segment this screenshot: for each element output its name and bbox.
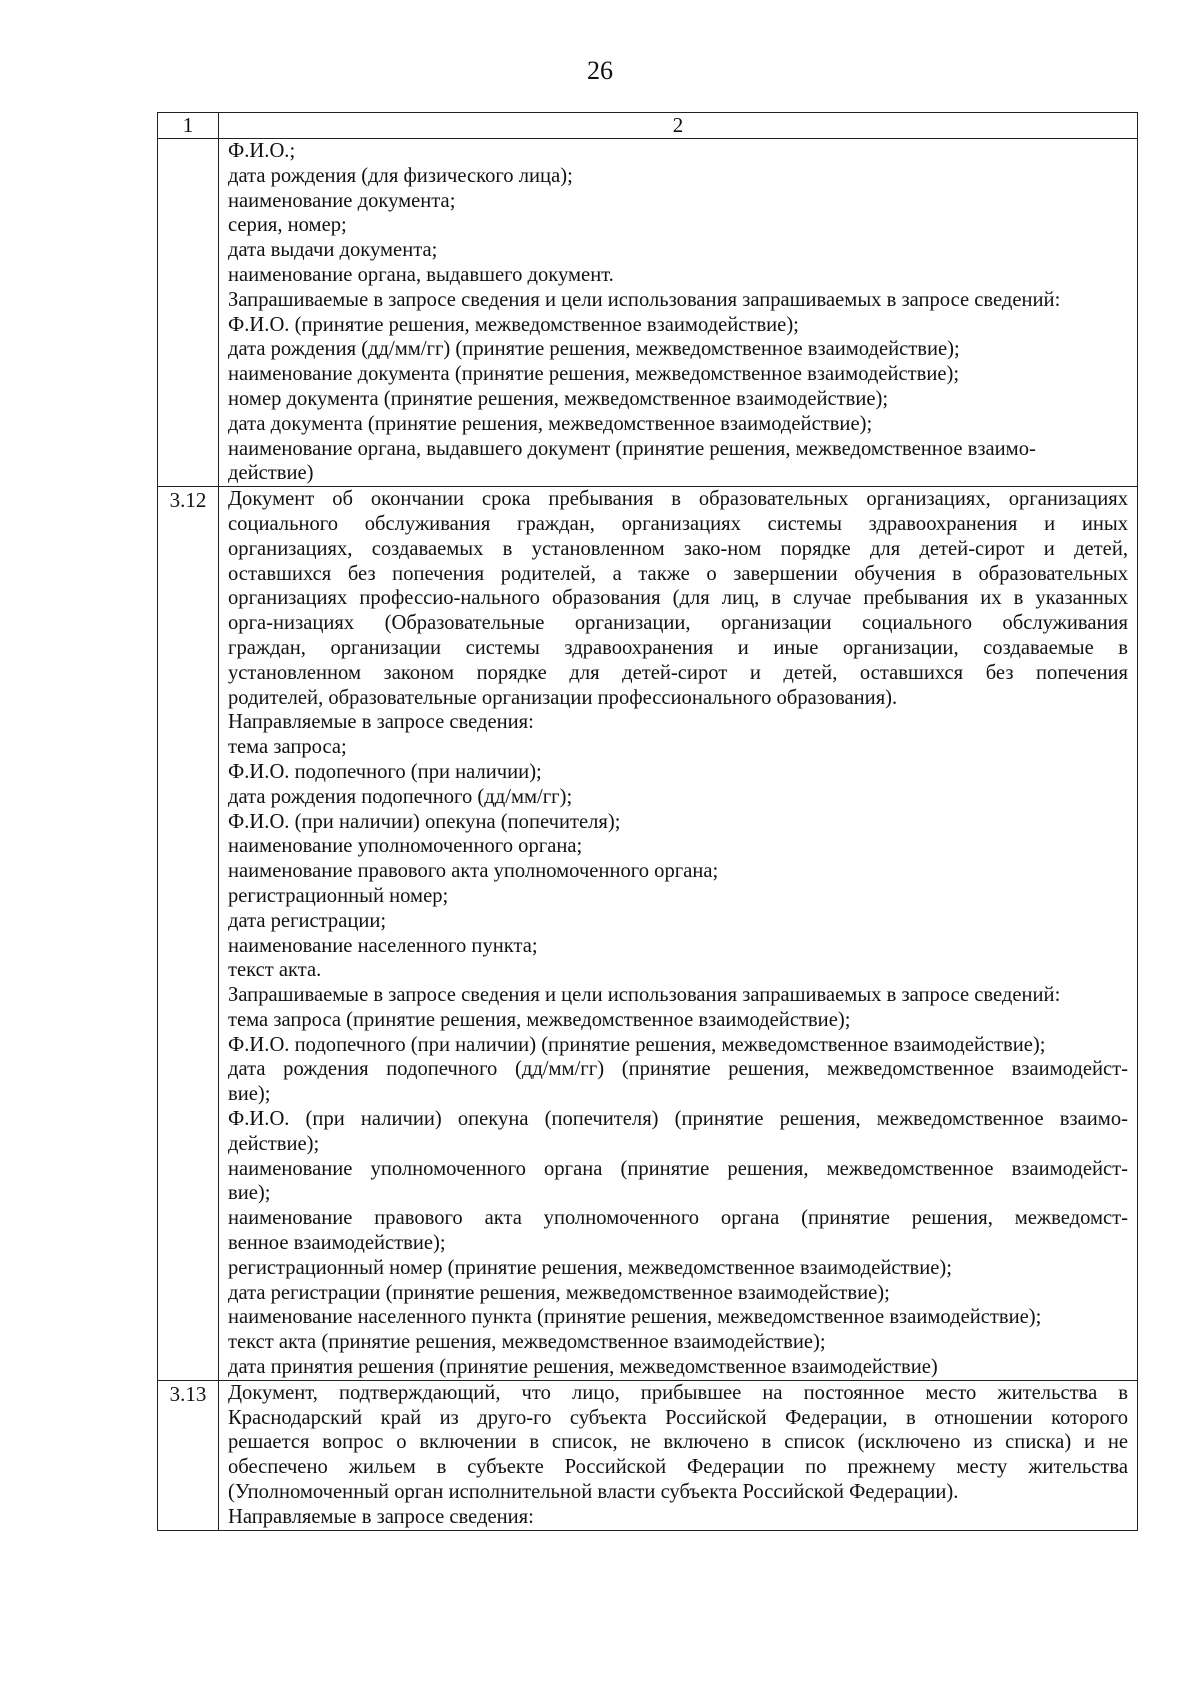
text-line: организациях, создаваемых в установленном зако-ном порядке для детей-сирот и детей, <box>228 537 1128 560</box>
text-line: дата рождения (дд/мм/гг) (принятие решения, межведомственное взаимодействие); <box>228 338 960 361</box>
text-line: социального обслуживания граждан, организациях системы здравоохранения и иных <box>228 512 1128 535</box>
text-line: действие); <box>228 1132 320 1155</box>
row-number: 3.12 <box>158 487 219 1381</box>
text-line: Направляемые в запросе сведения: <box>228 711 534 734</box>
text-line: оставшихся без попечения родителей, а также о завершении обучения в образовательных <box>228 562 1128 585</box>
row-number: 3.13 <box>158 1380 219 1530</box>
text-line: наименование документа; <box>228 189 456 212</box>
text-line: вие); <box>228 1182 271 1205</box>
text-line: тема запроса (принятие решения, межведомственное взаимодействие); <box>228 1008 851 1031</box>
text-line: наименование уполномоченного органа; <box>228 835 583 858</box>
text-line: Запрашиваемые в запросе сведения и цели использования запрашиваемых в запросе сведений: <box>228 288 1061 311</box>
table-row <box>158 487 1138 1381</box>
text-line: Документ об окончании срока пребывания в образовательных организациях, организациях <box>228 488 1128 511</box>
text-line: решается вопрос о включении в список, не включено в список (исключено из списка) и не <box>228 1431 1128 1454</box>
text-line: серия, номер; <box>228 214 347 237</box>
text-line: (Уполномоченный орган исполнительной власти субъекта Российской Федерации). <box>228 1481 959 1504</box>
text-line: Краснодарский край из друго-го субъекта Российской Федерации, в отношении которого <box>228 1406 1128 1429</box>
text-line: Направляемые в запросе сведения: <box>228 1505 534 1528</box>
row-content <box>219 139 1138 487</box>
header-col-1: 1 <box>158 113 219 139</box>
row-content <box>219 487 1138 1381</box>
text-line: регистрационный номер; <box>228 884 449 907</box>
text-line: регистрационный номер (принятие решения, межведомственное взаимодействие); <box>228 1256 952 1279</box>
table-row <box>158 1380 1138 1530</box>
text-line: граждан, организации системы здравоохранения и иные организации, создаваемые в <box>228 636 1128 659</box>
page-number: 26 <box>587 56 613 85</box>
text-line: действие) <box>228 462 314 485</box>
text-line: текст акта. <box>228 959 322 982</box>
text-line: дата регистрации (принятие решения, межведомственное взаимодействие); <box>228 1281 890 1304</box>
text-line: Ф.И.О.; <box>228 140 296 162</box>
text-line: обеспечено жильем в субъекте Российской Федерации по прежнему месту жительства <box>228 1456 1128 1479</box>
text-line: Ф.И.О. (принятие решения, межведомственное взаимодействие); <box>228 313 799 336</box>
text-line: дата рождения подопечного (дд/мм/гг); <box>228 785 573 808</box>
text-line: организациях профессио-нального образования (для лиц, в случае пребывания их в указанных <box>228 587 1128 610</box>
text-line: текст акта (принятие решения, межведомственное взаимодействие); <box>228 1331 826 1354</box>
table-row <box>158 139 1138 487</box>
text-line: наименование органа, выдавшего документ (принятие решения, межведомственное взаимо- <box>228 437 1036 460</box>
text-line: Запрашиваемые в запросе сведения и цели использования запрашиваемых в запросе сведений: <box>228 984 1061 1007</box>
text-line: родителей, образовательные организации профессионального образования). <box>228 686 898 709</box>
text-line: установленном законом порядке для детей-сирот и детей, оставшихся без попечения <box>228 661 1128 684</box>
text-line: наименование органа, выдавшего документ. <box>228 263 614 286</box>
text-line: орга-низациях (Образовательные организации, организации социального обслуживания <box>228 612 1128 635</box>
text-line: Ф.И.О. (при наличии) опекуна (попечителя) (принятие решения, межведомственное взаимо- <box>228 1108 1128 1131</box>
row-number <box>158 139 219 487</box>
header-col-2: 2 <box>219 113 1138 139</box>
text-line: наименование населенного пункта; <box>228 934 538 957</box>
document-table <box>157 112 1138 1531</box>
text-line: дата рождения подопечного (дд/мм/гг) (принятие решения, межведомственное взаимодейст- <box>228 1058 1128 1081</box>
text-line: наименование населенного пункта (принятие решения, межведомственное взаимодействие); <box>228 1306 1042 1329</box>
text-line: наименование документа (принятие решения, межведомственное взаимодействие); <box>228 363 960 386</box>
text-line: дата регистрации; <box>228 909 387 932</box>
text-line: Документ, подтверждающий, что лицо, прибывшее на постоянное место жительства в <box>228 1381 1128 1404</box>
text-line: Ф.И.О. подопечного (при наличии); <box>228 760 542 783</box>
text-line: дата выдачи документа; <box>228 239 438 262</box>
text-line: Ф.И.О. подопечного (при наличии) (принятие решения, межведомственное взаимодействие); <box>228 1033 1046 1056</box>
row-content <box>219 1380 1138 1530</box>
text-line: дата документа (принятие решения, межведомственное взаимодействие); <box>228 412 873 435</box>
text-line: наименование уполномоченного органа (принятие решения, межведомственное взаимодейст- <box>228 1157 1128 1180</box>
text-line: Ф.И.О. (при наличии) опекуна (попечителя); <box>228 810 621 833</box>
text-line: венное взаимодействие); <box>228 1232 446 1255</box>
text-line: дата рождения (для физического лица); <box>228 164 573 187</box>
text-line: номер документа (принятие решения, межведомственное взаимодействие); <box>228 387 889 410</box>
text-line: дата принятия решения (принятие решения, межведомственное взаимодействие) <box>228 1356 938 1379</box>
text-line: тема запроса; <box>228 736 347 759</box>
text-line: наименование правового акта уполномоченного органа; <box>228 860 719 883</box>
table-header-row <box>158 113 1138 139</box>
text-line: вие); <box>228 1083 271 1106</box>
text-line: наименование правового акта уполномоченного органа (принятие решения, межведомст- <box>228 1207 1128 1230</box>
